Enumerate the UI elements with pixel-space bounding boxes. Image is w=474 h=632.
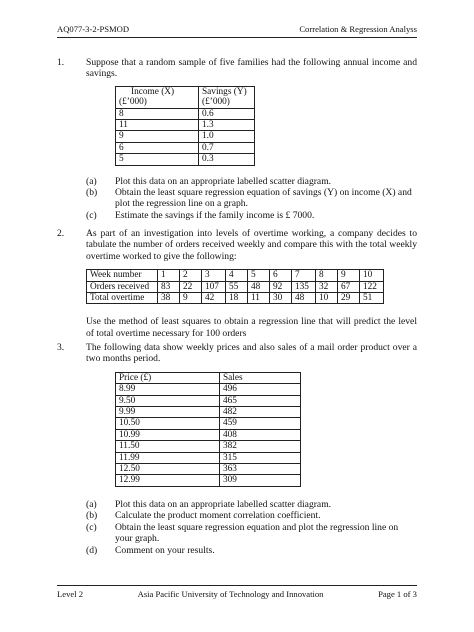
table-row	[87, 281, 384, 292]
table-cell: 363	[220, 464, 301, 475]
table-cell: 122	[360, 281, 384, 292]
table-cell: 309	[220, 475, 301, 486]
price-sales-table	[115, 372, 301, 487]
table-cell: 10.50	[116, 418, 220, 429]
question-1	[57, 57, 417, 221]
table-cell: 6	[270, 270, 292, 281]
table-header-row	[116, 372, 301, 383]
table-cell: 9	[338, 270, 360, 281]
table-cell: 30	[270, 293, 292, 304]
table-cell: 10	[316, 293, 338, 304]
table-row	[116, 142, 255, 153]
question-number: 2.	[57, 228, 65, 239]
table-cell: 38	[158, 293, 180, 304]
table-cell: 382	[220, 441, 301, 452]
table-row	[116, 154, 255, 165]
question-parts	[57, 499, 417, 556]
table-cell: 465	[220, 395, 301, 406]
table-header-cell: Savings (Y) (£’000)	[199, 86, 255, 108]
table-row	[116, 452, 301, 463]
income-savings-table	[115, 86, 255, 166]
table-cell: 51	[360, 293, 384, 304]
table-cell: 2	[180, 270, 202, 281]
table-header-cell: Price (£)	[116, 372, 220, 383]
table-cell: 18	[226, 293, 248, 304]
header-topic: Correlation & Regression Analyss	[299, 24, 417, 34]
table-cell: 315	[220, 452, 301, 463]
table-row	[116, 108, 255, 119]
footer-institution: Asia Pacific University of Technology and Innovation	[137, 589, 324, 599]
table-row	[116, 407, 301, 418]
table-cell: 6	[116, 142, 199, 153]
question-text: Suppose that a random sample of five families had the following annual income and savings.	[86, 57, 417, 80]
table-cell: 11	[248, 293, 270, 304]
table-cell: 92	[270, 281, 292, 292]
question-part: (a) Plot this data on an appropriate labelled scatter diagram.	[86, 498, 332, 510]
page-footer	[57, 585, 417, 599]
table-cell: 12.99	[116, 475, 220, 486]
table-cell: 5	[248, 270, 270, 281]
table-cell: 459	[220, 418, 301, 429]
question-number: 1.	[57, 57, 65, 68]
footer-level: Level 2	[57, 589, 84, 599]
table-cell: 11.99	[116, 452, 220, 463]
question-2	[57, 228, 417, 339]
table-header-row	[116, 86, 255, 108]
table-cell: 8.99	[116, 384, 220, 395]
table-cell: 9.50	[116, 395, 220, 406]
table-cell: Orders received	[87, 281, 158, 292]
table-row	[116, 429, 301, 440]
question-part: (c) Estimate the savings if the family income is £ 7000.	[86, 209, 315, 221]
table-cell: 9.99	[116, 407, 220, 418]
table-cell: 107	[202, 281, 226, 292]
table-cell: 4	[226, 270, 248, 281]
table-cell: Week number	[87, 270, 158, 281]
table-cell: 0.3	[199, 154, 255, 165]
question-text: As part of an investigation into levels of overtime working, a company decides to tabulate the number of orders received weekly and compare this with the total weekly overtime worked to give the following:	[86, 228, 417, 262]
table-cell: 496	[220, 384, 301, 395]
footer-page-number: Page 1 of 3	[378, 589, 417, 599]
table-cell: 408	[220, 429, 301, 440]
table-header-cell: Income (X) (£’000)	[116, 86, 199, 108]
table-cell: 32	[316, 281, 338, 292]
table-row	[116, 384, 301, 395]
question-number: 3.	[57, 342, 65, 353]
table-row	[116, 475, 301, 486]
table-cell: 9	[180, 293, 202, 304]
question-part: (d) Comment on your results.	[86, 544, 215, 556]
table-row	[116, 418, 301, 429]
table-row	[116, 441, 301, 452]
table-cell: 8	[116, 108, 199, 119]
table-cell: 9	[116, 131, 199, 142]
table-row	[116, 395, 301, 406]
table-row	[87, 270, 384, 281]
table-cell: 42	[202, 293, 226, 304]
table-cell: 48	[248, 281, 270, 292]
question-part: (b) Obtain the least square regression equation of savings (Y) on income (X) and plot the regression line on a graph.	[86, 187, 412, 210]
orders-overtime-table	[86, 269, 384, 304]
table-cell: 1.0	[199, 131, 255, 142]
table-row	[116, 464, 301, 475]
question-text: Use the method of least squares to obtain a regression line that will predict the level of total overtime necessary for 100 orders	[86, 316, 417, 339]
table-cell: 7	[292, 270, 316, 281]
table-header-cell: Sales	[220, 372, 301, 383]
table-cell: 11	[116, 120, 199, 131]
table-cell: 3	[202, 270, 226, 281]
table-cell: 8	[316, 270, 338, 281]
table-cell: 48	[292, 293, 316, 304]
question-text: The following data show weekly prices and also sales of a mail order product over a two months period.	[86, 342, 417, 365]
question-part: (b) Calculate the product moment correlation coefficient.	[86, 510, 321, 522]
table-cell: 83	[158, 281, 180, 292]
table-cell: 10.99	[116, 429, 220, 440]
table-cell: 135	[292, 281, 316, 292]
table-cell: 1.3	[199, 120, 255, 131]
table-cell: 11.50	[116, 441, 220, 452]
table-cell: 0.6	[199, 108, 255, 119]
page-header	[57, 24, 417, 38]
table-cell: 482	[220, 407, 301, 418]
table-cell: 12.50	[116, 464, 220, 475]
table-cell: 22	[180, 281, 202, 292]
table-row	[87, 293, 384, 304]
question-parts	[57, 176, 417, 222]
table-row	[116, 131, 255, 142]
table-cell: 5	[116, 154, 199, 165]
question-3	[57, 342, 417, 556]
table-cell: 1	[158, 270, 180, 281]
table-row	[116, 120, 255, 131]
table-cell: Total overtime	[87, 293, 158, 304]
header-course-code: AQ077-3-2-PSMOD	[57, 24, 130, 34]
question-part: (a) Plot this data on an appropriate labelled scatter diagram.	[86, 175, 332, 187]
question-part: (c) Obtain the least square regression equation and plot the regression line on your graph.	[86, 521, 399, 545]
table-cell: 55	[226, 281, 248, 292]
table-cell: 67	[338, 281, 360, 292]
table-cell: 29	[338, 293, 360, 304]
table-cell: 10	[360, 270, 384, 281]
table-cell: 0.7	[199, 142, 255, 153]
